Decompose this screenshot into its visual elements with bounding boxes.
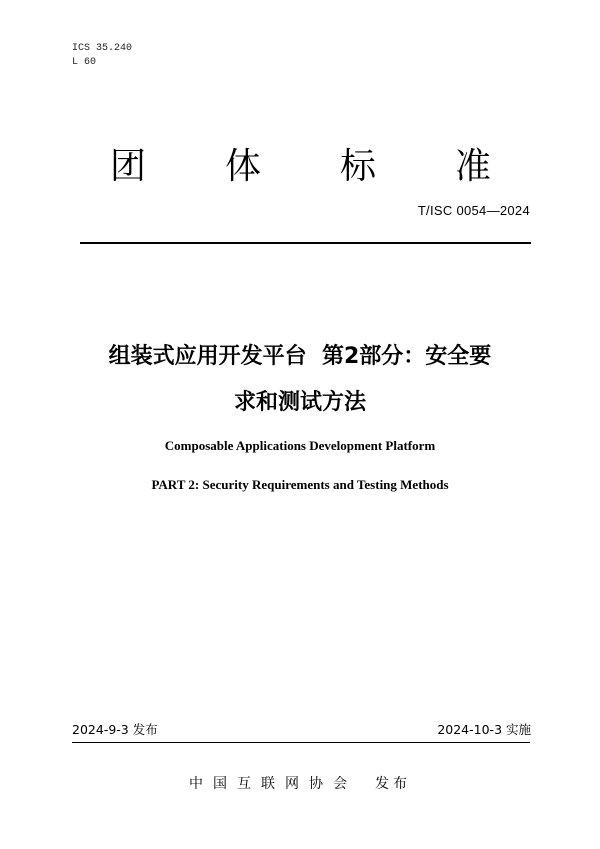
publisher-line: [0, 773, 600, 793]
classification-codes: [72, 42, 132, 70]
english-title-line-1: Composable Applications Development Platform: [164, 438, 436, 453]
document-number: T/ISC 0054—2024: [417, 203, 530, 218]
doc-type-char: 准: [455, 146, 492, 187]
doc-type-char: 体: [225, 146, 262, 187]
footer-divider: [72, 742, 530, 743]
ics-code: ICS 35.240: [72, 43, 133, 54]
doc-type-char: 标: [340, 146, 377, 187]
publisher-name: 中国互联网协会: [189, 776, 357, 792]
doc-type-char: 团: [110, 146, 147, 187]
chinese-title: [60, 334, 540, 426]
effective-date: 2024-10-3 实施: [437, 722, 531, 737]
chinese-title-line-2: 求和测试方法: [233, 390, 366, 415]
header-divider: [80, 242, 531, 244]
english-title-line-2: PART 2: Security Requirements and Testing Methods: [151, 477, 449, 492]
issue-date: 2024-9-3 发布: [72, 722, 158, 737]
chinese-title-line-1: 组装式应用开发平台 第2部分：安全要: [108, 344, 492, 369]
ccs-code: L 60: [72, 57, 97, 68]
publisher-action: 发布: [375, 776, 411, 792]
document-type-heading: [80, 144, 530, 194]
